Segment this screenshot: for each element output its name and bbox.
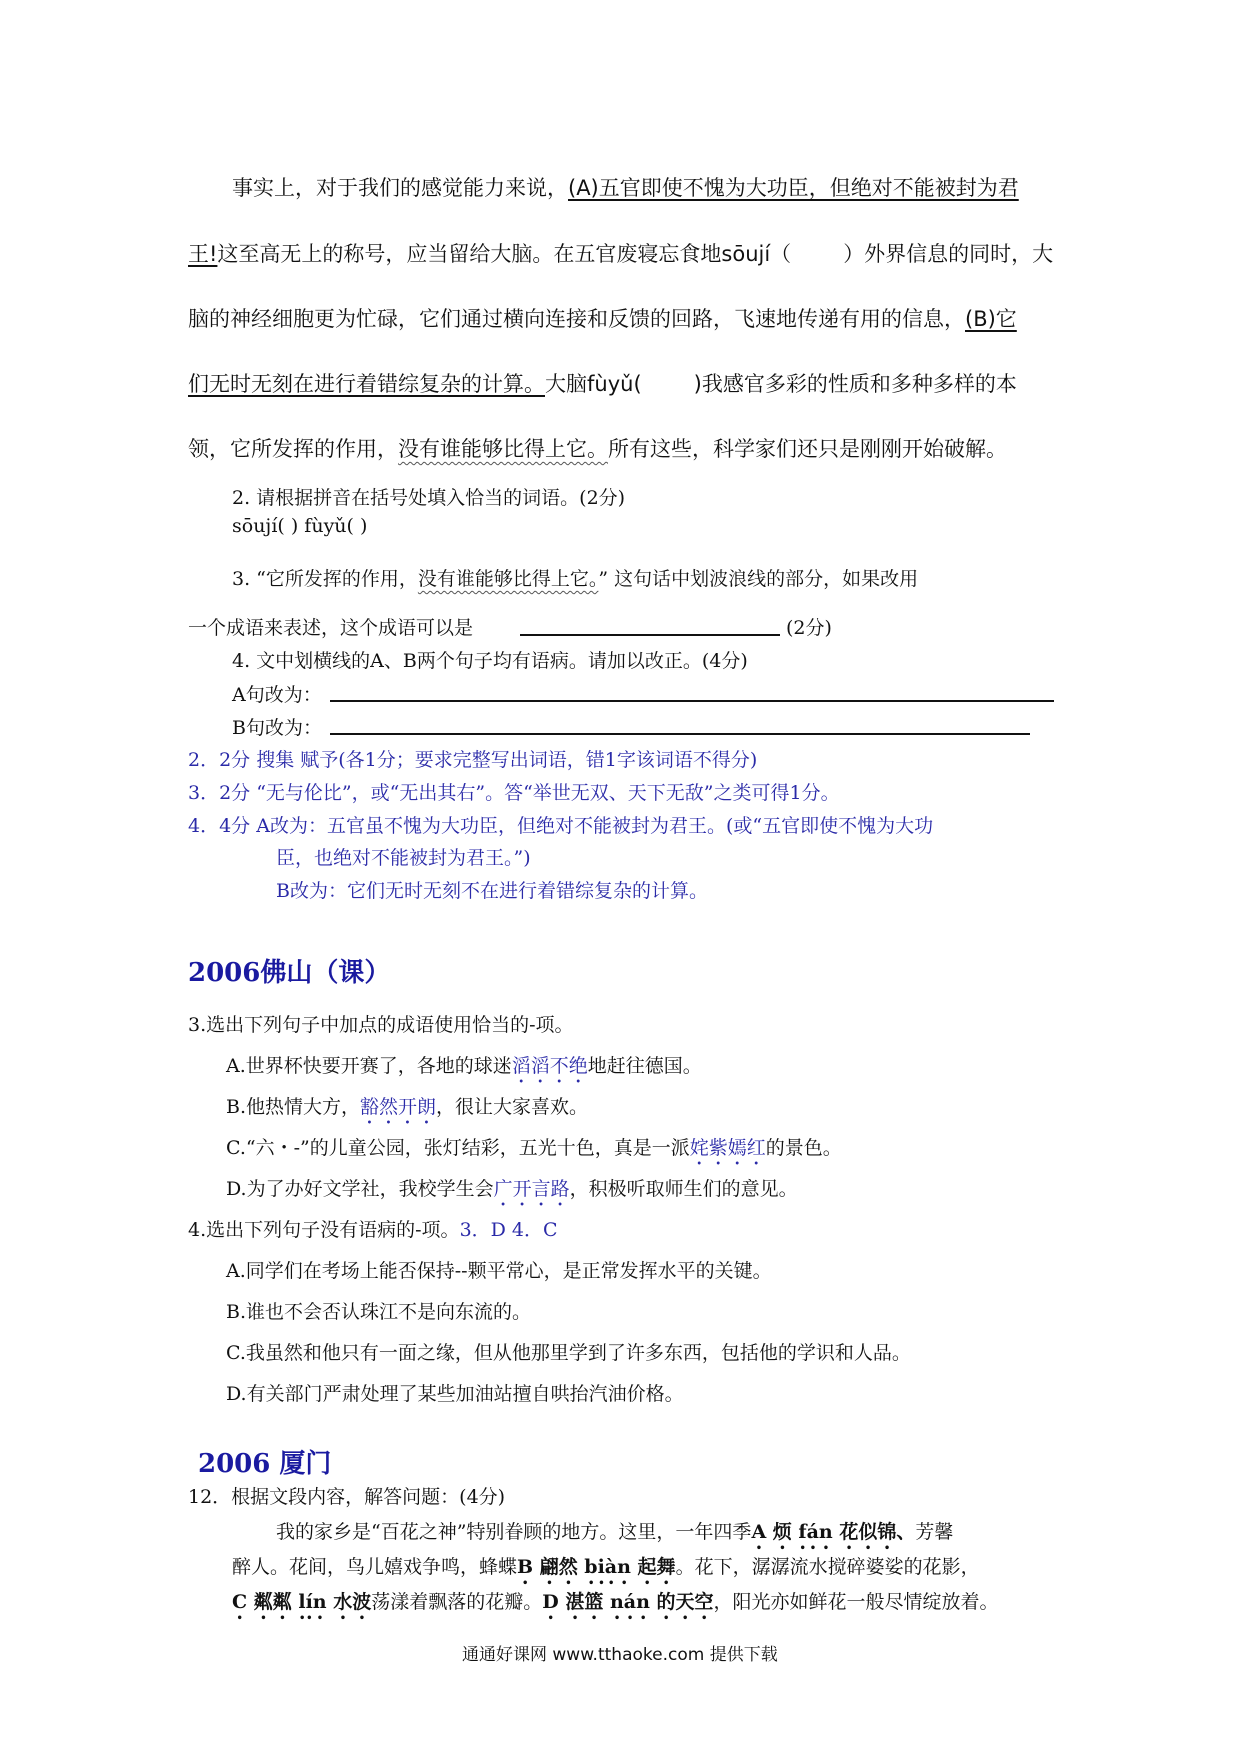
answer-2: 2．2分 搜集 赋予(各1分；要求完整写出词语，错1字该词语不得分) <box>188 749 758 771</box>
idiom-highlight: 姹紫嫣红 <box>689 1137 766 1159</box>
question-4: 4. 文中划横线的A、B两个句子均有语病。请加以改正。(4分) <box>232 650 748 672</box>
wavy-underlined-phrase: 没有谁能够比得上它。 <box>398 437 608 461</box>
question-4-a-label: A句改为： <box>232 684 322 706</box>
wavy-underlined-phrase: 没有谁能够比得上它。 <box>417 568 599 590</box>
foshan-option-b: B.他热情大方，豁然开朗，很让大家喜欢。 <box>226 1096 589 1118</box>
foshan-q4-option-a: A.同学们在考场上能否保持--颗平常心，是正常发挥水平的关键。 <box>226 1260 772 1282</box>
page-footer: 通通好课网 www.tthaoke.com 提供下载 <box>462 1645 778 1665</box>
question-3: 3. “它所发挥的作用，没有谁能够比得上它。” 这句话中划波浪线的部分，如果改用 <box>232 568 919 590</box>
item-a: A 烦 fán 花似锦、 <box>751 1521 916 1543</box>
answer-4: 4．4分 A改为：五官虽不愧为大功臣，但绝对不能被封为君王。(或“五官即使不愧为大功 <box>188 815 934 837</box>
passage-text: 这至高无上的称号，应当留给大脑。在五官废寝忘食地sōují（ <box>217 242 792 266</box>
item-b: B 翩然 biàn 起舞 <box>517 1556 676 1578</box>
xiamen-para-line-2: 醉人。花间，鸟儿嬉戏争鸣，蜂蝶B 翩然 biàn 起舞。花下，潺潺流水搅碎婆娑的花影， <box>232 1556 980 1578</box>
sentence-b-underlined: (B)它 <box>965 307 1017 331</box>
answer-line-q3[interactable] <box>520 634 780 636</box>
xiamen-question-12: 12．根据文段内容，解答问题：(4分) <box>188 1486 506 1508</box>
passage-line-3 <box>188 303 1017 333</box>
passage-text: 事实上，对于我们的感觉能力来说， <box>232 176 568 200</box>
foshan-q4-option-b: B.谁也不会否认珠江不是向东流的。 <box>226 1301 532 1323</box>
sentence-a-underlined-end: 王! <box>188 242 218 266</box>
passage-line-2 <box>188 238 1053 268</box>
foshan-question-4: 4.选出下列句子没有语病的-项。3．D 4．C <box>188 1219 558 1241</box>
foshan-option-d: D.为了办好文学社，我校学生会广开言路，积极听取师生们的意见。 <box>226 1178 798 1200</box>
question-4-b-label: B句改为： <box>232 717 322 739</box>
answer-3: 3．2分 “无与伦比”，或“无出其右”。答“举世无双、天下无敌”之类可得1分。 <box>188 782 840 804</box>
passage-text: )我感官多彩的性质和多种多样的本 <box>693 372 1017 396</box>
answer-4-cont: 臣，也绝对不能被封为君王。”) <box>276 847 531 869</box>
passage-text: 所有这些，科学家们还只是刚刚开始破解。 <box>608 437 1007 461</box>
sentence-b-underlined-end: 们无时无刻在进行着错综复杂的计算。 <box>188 372 545 396</box>
answer-line-a[interactable] <box>330 700 1054 702</box>
passage-line-1 <box>232 172 1019 202</box>
passage-line-5 <box>188 433 1007 463</box>
answer-4-b: B改为：它们无时无刻不在进行着错综复杂的计算。 <box>276 880 708 902</box>
foshan-question-3: 3.选出下列句子中加点的成语使用恰当的-项。 <box>188 1014 574 1036</box>
foshan-q4-option-c: C.我虽然和他只有一面之缘，但从他那里学到了许多东西，包括他的学识和人品。 <box>226 1342 911 1364</box>
question-2: 2. 请根据拼音在括号处填入恰当的词语。(2分) <box>232 487 626 509</box>
passage-text: 领，它所发挥的作用， <box>188 437 398 461</box>
xiamen-para-line-3: C 粼粼 lín 水波荡漾着飘落的花瓣。D 湛篮 nán 的天空，阳光亦如鲜花一般尽情绽放着。 <box>232 1591 999 1613</box>
foshan-option-a: A.世界杯快要开赛了，各地的球迷滔滔不绝地赶往德国。 <box>226 1055 702 1077</box>
section-heading-xiamen: 2006 厦门 <box>198 1449 332 1479</box>
question-3-line-2: 一个成语来表述，这个成语可以是 <box>188 617 474 639</box>
sentence-a-underlined: (A)五官即使不愧为大功臣，但绝对不能被封为君 <box>568 176 1019 200</box>
item-c: C 粼粼 lín 水波 <box>232 1591 372 1613</box>
foshan-q4-option-d: D.有关部门严肃处理了某些加油站擅自哄抬汽油价格。 <box>226 1383 684 1405</box>
passage-line-4 <box>188 368 1017 398</box>
idiom-highlight: 广开言路 <box>493 1178 570 1200</box>
foshan-answers: 3．D 4．C <box>459 1219 558 1241</box>
xiamen-para-line-1: 我的家乡是“百花之神”特别眷顾的地方。这里，一年四季A 烦 fán 花似锦、芳馨 <box>276 1521 954 1543</box>
answer-line-b[interactable] <box>330 733 1030 735</box>
question-2-pinyin: sōují( ) fùyǔ( ) <box>232 515 368 537</box>
passage-text: 脑的神经细胞更为忙碌，它们通过横向连接和反馈的回路，飞速地传递有用的信息， <box>188 307 965 331</box>
foshan-option-c: C.“六・-”的儿童公园，张灯结彩，五光十色，真是一派姹紫嫣红的景色。 <box>226 1137 842 1159</box>
item-d: D 湛篮 nán 的天空 <box>542 1591 714 1613</box>
question-3-score: (2分) <box>786 617 832 639</box>
passage-text: ）外界信息的同时，大 <box>843 242 1054 266</box>
passage-text: 大脑fùyǔ( <box>545 372 642 396</box>
section-heading-foshan: 2006佛山（课） <box>188 958 391 988</box>
idiom-highlight: 滔滔不绝 <box>511 1055 588 1077</box>
idiom-highlight: 豁然开朗 <box>360 1096 437 1118</box>
